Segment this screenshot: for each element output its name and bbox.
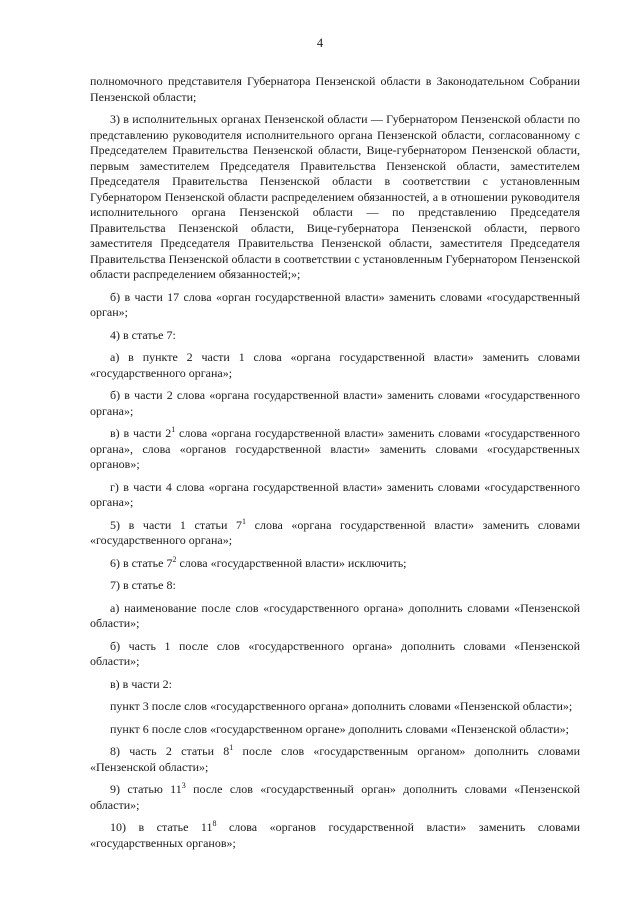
document-paragraph [90, 556, 580, 572]
document-paragraph [90, 388, 580, 419]
paragraph-text: 3) в исполнительных органах Пензенской области — Губернатором Пензенской области по представлению руководителя исполнительного органа Пензенской области, согласованному с Председателем Правительства Пензенской области, Вице-губернатором Пензенской области, первым заместителем Председателя Правительства Пензенской области, заместителем Председателя Правительства Пензенской области в соответствии с установленным Губернатором Пензенской области распределением обязанностей, а в отношении руководителя исполнительного органа Пензенской области — по представлению Председателя Правительства Пензенской области, Вице-губернатора Пензенской области, первого заместителя Председателя Правительства Пензенской области, заместителя Председателя Правительства Пензенской области в соответствии с установленным Губернатором Пензенской области распределением обязанностей;»; [90, 112, 580, 281]
paragraph-text: 8) часть 2 статьи 8 [110, 744, 230, 758]
document-paragraph [90, 112, 580, 283]
paragraph-text: б) часть 1 после слов «государственного органа» дополнить словами «Пензенской области»; [90, 638, 580, 668]
document-paragraph [90, 74, 580, 105]
document-paragraph [90, 578, 580, 594]
document-paragraph [90, 820, 580, 851]
paragraph-text: а) наименование после слов «государственного органа» дополнить словами «Пензенской области»; [90, 600, 580, 630]
document-paragraph [90, 639, 580, 670]
paragraph-text: 7) в статье 8: [110, 578, 176, 592]
paragraph-text: слова «органов государственной власти» заменить словами «государственных органов»; [90, 820, 580, 850]
document-paragraph [90, 744, 580, 775]
superscript-index: 1 [171, 425, 176, 434]
document-paragraph [90, 426, 580, 473]
paragraph-text: после слов «государственный орган» дополнить словами «Пензенской области»; [90, 782, 580, 812]
paragraph-text: пункт 6 после слов «государственном органе» дополнить словами «Пензенской области»; [110, 721, 569, 736]
paragraph-text: а) в пункте 2 части 1 слова «органа государственной власти» заменить словами «государственного органа»; [90, 350, 580, 380]
superscript-index: 2 [172, 554, 177, 564]
paragraph-text: в) в части 2 [110, 426, 172, 440]
paragraph-text: 9) статью 11 [110, 782, 182, 796]
paragraph-text: 10) в статье 11 [110, 820, 213, 834]
superscript-index: 3 [181, 781, 186, 790]
paragraph-text: 4) в статье 7: [110, 327, 176, 342]
paragraph-text: 6) в статье 7 [110, 555, 173, 570]
document-paragraph [90, 290, 580, 321]
paragraph-text: слова «государственной власти» исключить; [176, 555, 407, 570]
document-body [90, 74, 580, 858]
document-paragraph [90, 518, 580, 549]
document-paragraph [90, 601, 580, 632]
document-paragraph [90, 350, 580, 381]
document-paragraph [90, 480, 580, 511]
superscript-index: 8 [212, 819, 217, 828]
document-paragraph [90, 782, 580, 813]
document-paragraph [90, 677, 580, 693]
document-paragraph [90, 722, 580, 738]
superscript-index: 1 [229, 743, 234, 752]
paragraph-text: слова «органа государственной власти» заменить словами «государственного органа», слова «органов государственной власти» заменить словами «государственных органов»; [90, 426, 580, 471]
paragraph-text: слова «органа государственной власти» заменить словами «государственного органа»; [90, 517, 580, 547]
paragraph-text: г) в части 4 слова «органа государственной власти» заменить словами «государственного органа»; [90, 479, 580, 509]
paragraph-text: б) в части 2 слова «органа государственной власти» заменить словами «государственного органа»; [90, 388, 580, 418]
paragraph-text: пункт 3 после слов «государственного органа» дополнить словами «Пензенской области»; [110, 699, 573, 713]
paragraph-text: полномочного представителя Губернатора Пензенской области в Законодательном Собрании Пензенской области; [90, 74, 580, 104]
paragraph-text: б) в части 17 слова «орган государственной власти» заменить словами «государственный орган»; [90, 289, 580, 319]
document-paragraph [90, 328, 580, 344]
document-paragraph [90, 699, 580, 715]
paragraph-text: 5) в части 1 статьи 7 [110, 517, 243, 532]
paragraph-text: после слов «государственным органом» дополнить словами «Пензенской области»; [90, 744, 580, 774]
page-number: 4 [316, 36, 324, 50]
superscript-index: 1 [242, 516, 247, 526]
paragraph-text: в) в части 2: [110, 676, 173, 691]
